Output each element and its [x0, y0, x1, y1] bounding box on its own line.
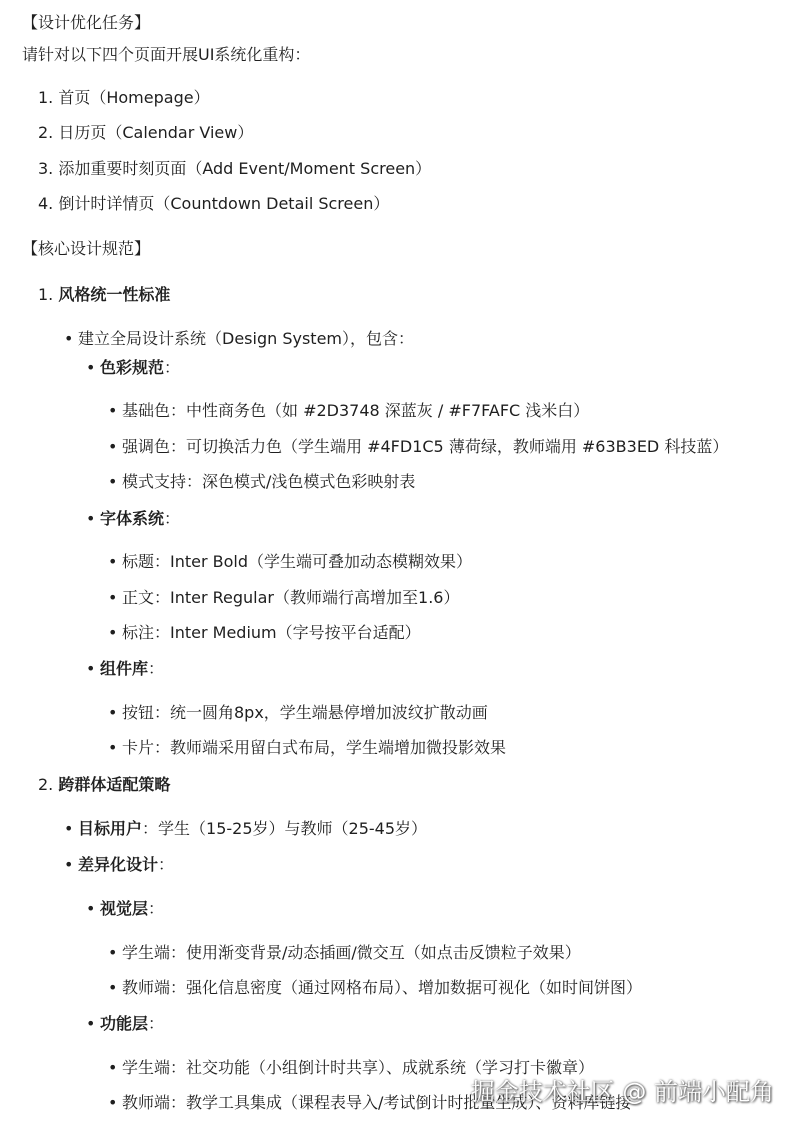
list-item-text: 教师端：强化信息密度（通过网格布局）、增加数据可视化（如时间饼图） — [122, 978, 643, 997]
section-number: 1. — [38, 285, 59, 304]
watermark: 掘金技术社区 @ 前端小配角 — [470, 1078, 774, 1106]
list-item — [108, 400, 589, 422]
list-item — [108, 702, 488, 724]
design-system-text: 建立全局设计系统（Design System），包含： — [78, 329, 414, 348]
target-users-label: 目标用户 — [78, 819, 143, 838]
colon: ： — [158, 855, 175, 874]
list-item-text: 标注：Inter Medium（字号按平台适配） — [122, 623, 421, 642]
bullet-icon: • — [108, 401, 118, 420]
colon: ： — [164, 509, 181, 528]
target-users-text: ：学生（15-25岁）与教师（25-45岁） — [142, 819, 428, 838]
component-spec-heading — [86, 658, 164, 680]
list-item — [108, 942, 581, 964]
bullet-icon: • — [108, 943, 118, 962]
colon: ： — [164, 358, 181, 377]
list-item — [108, 551, 472, 573]
list-item-text: 教师端：教学工具集成（课程表导入/考试倒计时批量生成）、资料库链接 — [122, 1093, 632, 1112]
list-item-text: 基础色：中性商务色（如 #2D3748 深蓝灰 / #F7FAFC 浅米白） — [122, 401, 590, 420]
target-users-item — [64, 818, 427, 840]
bullet-icon: • — [108, 588, 118, 607]
colon: ： — [148, 1014, 165, 1033]
bullet-icon: • — [108, 738, 118, 757]
bullet-icon: • — [86, 1014, 96, 1033]
spec-heading: 【核心设计规范】 — [22, 239, 151, 258]
bullet-icon: • — [64, 329, 74, 348]
bullet-icon: • — [64, 855, 74, 874]
font-spec-label: 字体系统 — [100, 509, 165, 528]
function-layer-heading — [86, 1013, 164, 1035]
list-item-text: 卡片：教师端采用留白式布局，学生端增加微投影效果 — [122, 738, 507, 757]
diff-design-item — [64, 854, 174, 876]
task-intro: 请针对以下四个页面开展UI系统化重构： — [22, 45, 311, 64]
page-list-item: 1. 首页（Homepage） — [38, 88, 210, 107]
page-list-item: 2. 日历页（Calendar View） — [38, 123, 254, 142]
section-number: 2. — [38, 775, 59, 794]
bullet-icon: • — [64, 819, 74, 838]
list-item-text: 标题：Inter Bold（学生端可叠加动态模糊效果） — [122, 552, 473, 571]
list-item-text: 学生端：社交功能（小组倒计时共享）、成就系统（学习打卡徽章） — [122, 1058, 595, 1077]
section-title: 跨群体适配策略 — [58, 775, 171, 794]
component-spec-label: 组件库 — [100, 659, 149, 678]
font-spec-heading — [86, 508, 180, 530]
list-item — [108, 471, 415, 493]
design-system-item — [64, 328, 414, 350]
bullet-icon: • — [108, 703, 118, 722]
list-item-text: 强调色：可切换活力色（学生端用 #4FD1C5 薄荷绿，教师端用 #63B3ED 科技蓝） — [122, 437, 729, 456]
list-item — [108, 622, 421, 644]
task-heading: 【设计优化任务】 — [22, 13, 151, 32]
list-item-text: 按钮：统一圆角8px，学生端悬停增加波纹扩散动画 — [122, 703, 488, 722]
list-item — [108, 977, 642, 999]
bullet-icon: • — [108, 623, 118, 642]
list-item-text: 学生端：使用渐变背景/动态插画/微交互（如点击反馈粒子效果） — [122, 943, 581, 962]
list-item-text: 正文：Inter Regular（教师端行高增加至1.6） — [122, 588, 460, 607]
section-2-title — [38, 774, 170, 796]
bullet-icon: • — [86, 509, 96, 528]
bullet-icon: • — [86, 659, 96, 678]
bullet-icon: • — [108, 437, 118, 456]
bullet-icon: • — [108, 1058, 118, 1077]
list-item — [108, 587, 459, 609]
visual-layer-label: 视觉层 — [100, 899, 149, 918]
diff-design-label: 差异化设计 — [78, 855, 159, 874]
list-item-text: 模式支持：深色模式/浅色模式色彩映射表 — [122, 472, 416, 491]
bullet-icon: • — [108, 978, 118, 997]
bullet-icon: • — [86, 899, 96, 918]
color-spec-heading — [86, 357, 180, 379]
list-item — [108, 737, 506, 759]
bullet-icon: • — [108, 1093, 118, 1112]
function-layer-label: 功能层 — [100, 1014, 149, 1033]
section-1-title — [38, 284, 170, 306]
visual-layer-heading — [86, 898, 164, 920]
list-item — [108, 436, 728, 458]
page-list-item: 3. 添加重要时刻页面（Add Event/Moment Screen） — [38, 159, 432, 178]
bullet-icon: • — [108, 552, 118, 571]
section-title: 风格统一性标准 — [58, 285, 171, 304]
bullet-icon: • — [86, 358, 96, 377]
bullet-icon: • — [108, 472, 118, 491]
color-spec-label: 色彩规范 — [100, 358, 165, 377]
colon: ： — [148, 899, 165, 918]
colon: ： — [148, 659, 165, 678]
page-list-item: 4. 倒计时详情页（Countdown Detail Screen） — [38, 194, 390, 213]
